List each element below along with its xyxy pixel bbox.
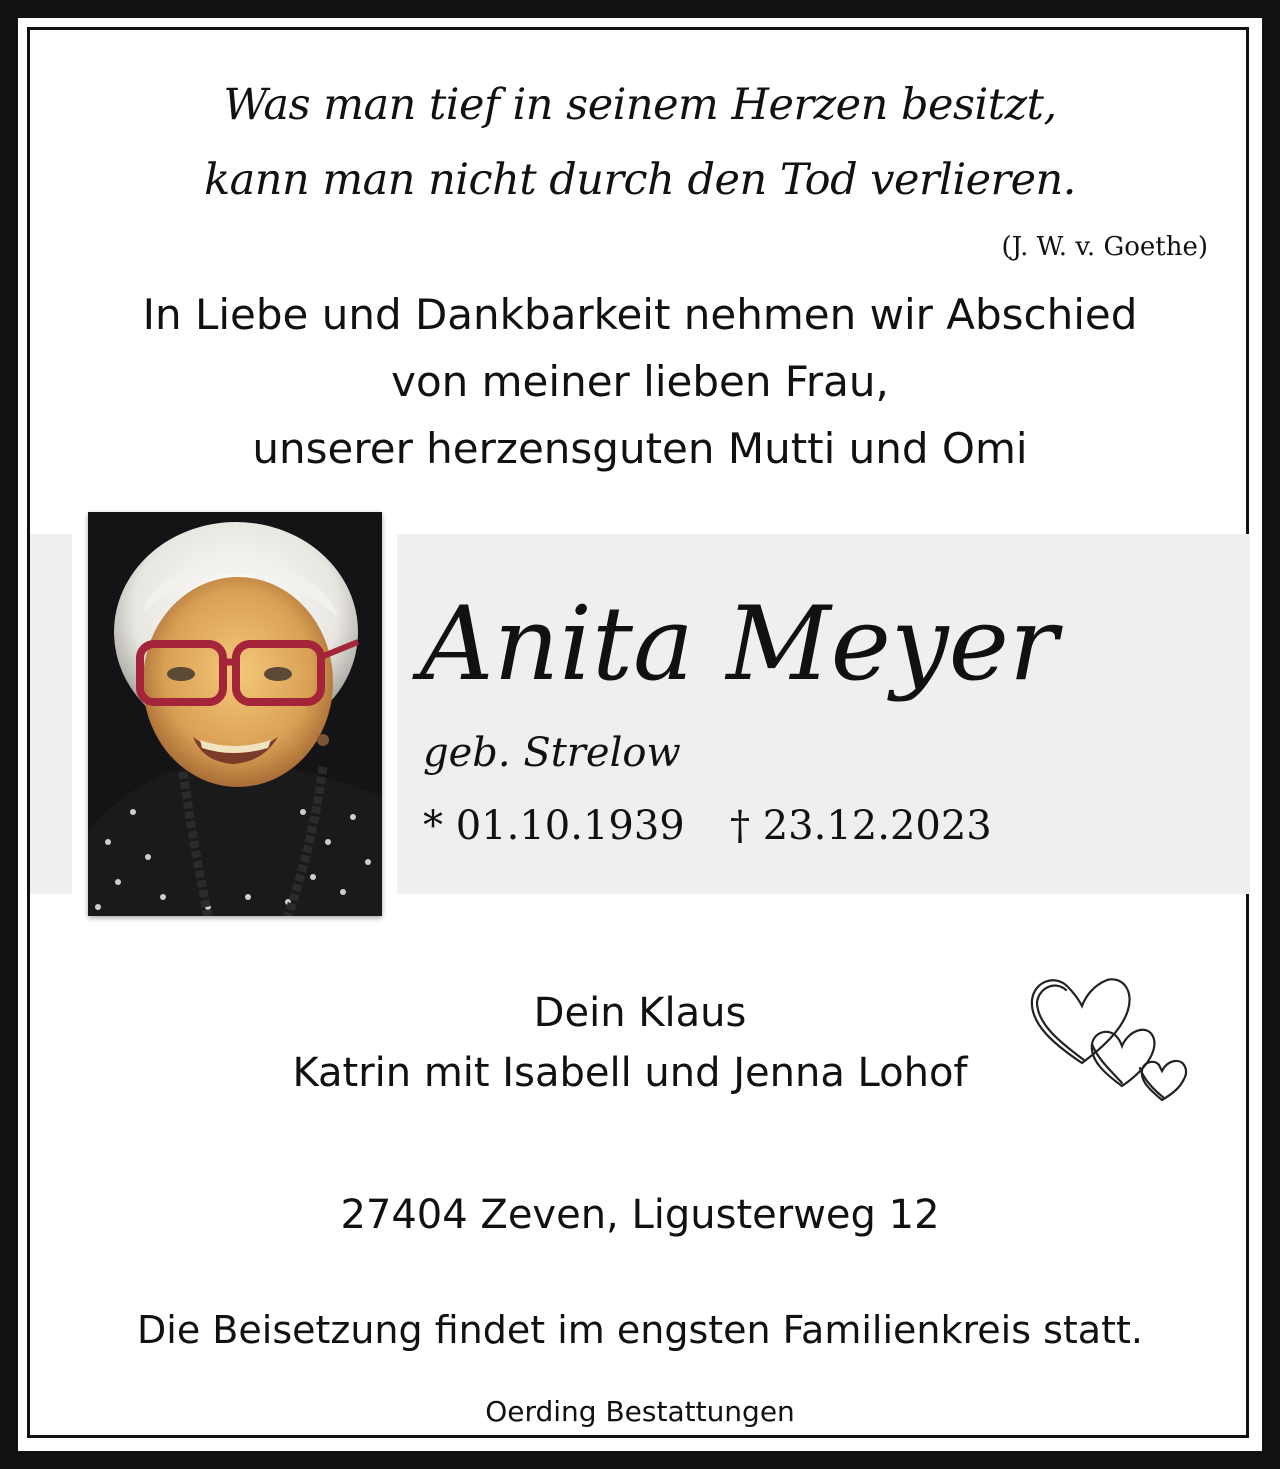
closing-note: Die Beisetzung findet im engsten Familienkreis statt. — [137, 1308, 1143, 1352]
portrait-photo — [88, 512, 382, 916]
intro-line-1: In Liebe und Dankbarkeit nehmen wir Abschied — [142, 290, 1138, 339]
hearts-icon — [1022, 968, 1202, 1108]
quote-line-2: kann man nicht durch den Tod verlieren. — [204, 155, 1076, 205]
address: 27404 Zeven, Ligusterweg 12 — [340, 1192, 940, 1238]
birth-date: * 01.10.1939 — [423, 803, 685, 849]
maiden-name: geb. Strelow — [423, 730, 681, 776]
quote-author: (J. W. v. Goethe) — [1001, 232, 1208, 262]
deceased-name: Anita Meyer — [420, 585, 1058, 704]
quote-line-1: Was man tief in seinem Herzen besitzt, — [223, 80, 1057, 130]
mourners-line-2: Katrin mit Isabell und Jenna Lohof — [292, 1050, 968, 1096]
mourners-line-1: Dein Klaus — [533, 990, 747, 1036]
intro-line-3: unserer herzensguten Mutti und Omi — [252, 424, 1028, 473]
undertaker: Oerding Bestattungen — [485, 1395, 795, 1428]
intro-line-2: von meiner lieben Frau, — [391, 357, 889, 406]
death-date: † 23.12.2023 — [730, 803, 992, 849]
